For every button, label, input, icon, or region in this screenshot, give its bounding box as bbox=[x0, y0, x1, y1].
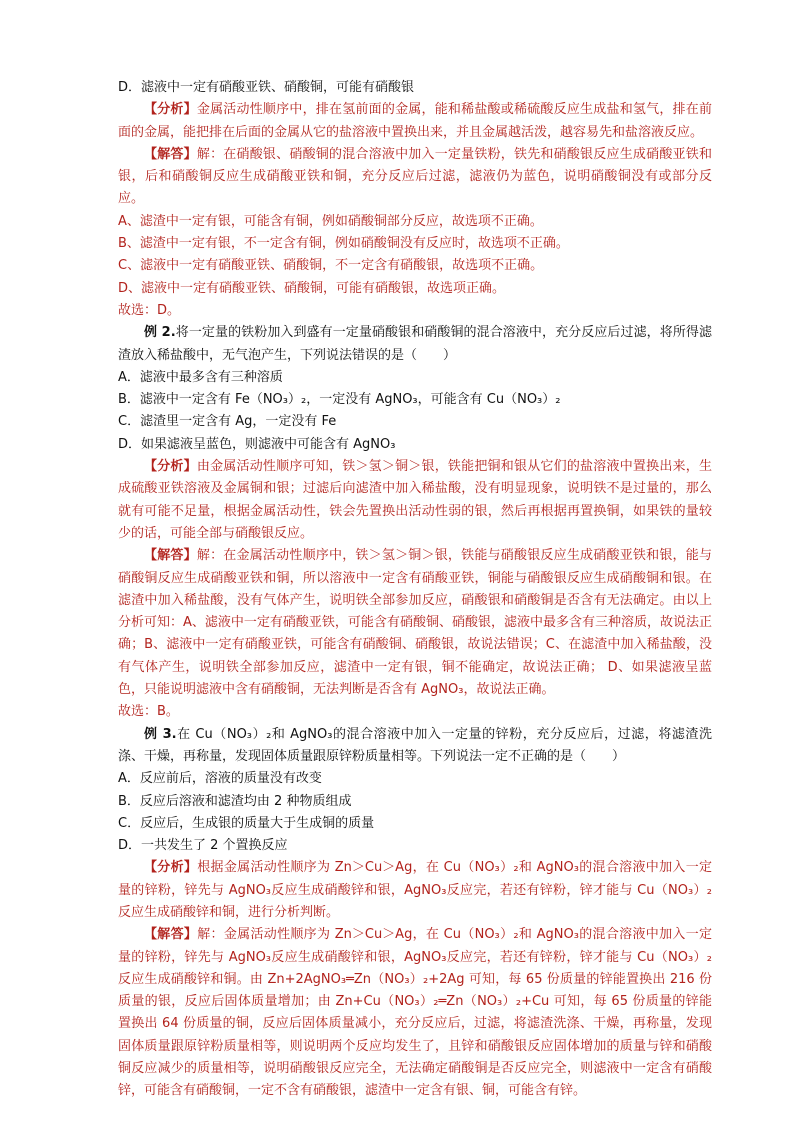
solution-option-b: B、滤渣中一定有银，不一定含有铜，例如硝酸铜没有反应时，故选项不正确。 bbox=[118, 236, 569, 252]
solution-option-a: A、滤渣中一定有银，可能含有铜，例如硝酸铜部分反应，故选项不正确。 bbox=[118, 213, 543, 229]
analysis-tag: 【分析】 bbox=[144, 102, 197, 118]
example-text: 在 Cu（NO₃）₂和 AgNO₃的混合溶液中加入一定量的锌粉，充分反应后，过滤，将滤渣洗涤、干燥，再称量，发现固体质量跟原锌粉质量相等。下列说法一定不正确的是（ ） bbox=[118, 726, 712, 764]
example-2-option-b: B．滤液中一定含有 Fe（NO₃）₂，一定没有 AgNO₃，可能含有 Cu（NO₃）₂ bbox=[118, 392, 561, 408]
solution-option-c: C、滤液中一定有硝酸亚铁、硝酸铜，不一定含有硝酸银，故选项不正确。 bbox=[118, 258, 544, 274]
answer-2 bbox=[118, 545, 712, 701]
answer-tag: 【解答】 bbox=[144, 927, 198, 943]
example-3-question bbox=[118, 724, 712, 769]
solution-option-d: D、滤液中一定有硝酸亚铁、硝酸铜，可能有硝酸银，故选项正确。 bbox=[118, 280, 506, 296]
answer-text: 解：金属活动性顺序为 Zn＞Cu＞Ag，在 Cu（NO₃）₂和 AgNO₃的混合溶液中加入一定量的锌粉，锌先与 AgNO₃反应生成硝酸锌和银，AgNO₃反应完，若还有锌粉，锌才能与 Cu（NO₃）₂反应生成硝酸锌和铜。由 Zn+2AgNO₃═Zn（NO₃）₂+2Ag 可知，每 65 份质量的锌能置换出 216 份质量的银，反应后固体质量增加；由 Zn+Cu（NO₃）₂═Zn（NO₃）₂+Cu 可知，每 65 份质量的锌能置换出 64 份质量的铜，反应后固体质量减小，充分反应后，过滤，将滤渣洗涤、干燥，再称量，发现固体质量跟原锌粉质量相等，则说明两个反应均发生了，且锌和硝酸银反应固体增加的质量与锌和硝酸铜反应减少的质量相等，说明硝酸银反应完全，无法确定硝酸铜是否反应完全，则滤液中一定含有硝酸锌，可能含有硝酸铜，一定不含有硝酸银，滤渣中一定含有银、铜，可能含有锌。 bbox=[118, 927, 712, 1099]
example-3-option-b: B．反应后溶液和滤渣均由 2 种物质组成 bbox=[118, 793, 352, 809]
answer-1 bbox=[118, 144, 712, 211]
example-text: 将一定量的铁粉加入到盛有一定量硝酸银和硝酸铜的混合溶液中，充分反应后过滤，将所得滤渣放入稀盐酸中，无气泡产生，下列说法错误的是（ ） bbox=[118, 325, 712, 363]
example-2-option-c: C．滤渣里一定含有 Ag，一定没有 Fe bbox=[118, 414, 337, 430]
example-2-option-d: D．如果滤液呈蓝色，则滤液中可能含有 AgNO₃ bbox=[118, 436, 396, 452]
final-answer-1: 故选：D。 bbox=[118, 302, 181, 318]
example-label: 例 3. bbox=[144, 726, 177, 742]
example-2-question bbox=[118, 322, 712, 367]
analysis-3 bbox=[118, 857, 712, 924]
analysis-text: 金属活动性顺序中，排在氢前面的金属，能和稀盐酸或稀硫酸反应生成盐和氢气，排在前面的金属，能把排在后面的金属从它的盐溶液中置换出来，并且金属越活泼，越容易先和盐溶液反应。 bbox=[118, 102, 712, 140]
example-label: 例 2. bbox=[144, 325, 176, 341]
answer-tag: 【解答】 bbox=[144, 146, 197, 162]
example-3-option-a: A．反应前后，溶液的质量没有改变 bbox=[118, 771, 322, 787]
analysis-1 bbox=[118, 99, 712, 144]
analysis-tag: 【分析】 bbox=[144, 860, 198, 876]
example-3-option-c: C．反应后，生成银的质量大于生成铜的质量 bbox=[118, 815, 375, 831]
analysis-tag: 【分析】 bbox=[144, 459, 197, 475]
option-d-prev: D．滤液中一定有硝酸亚铁、硝酸铜，可能有硝酸银 bbox=[118, 80, 415, 95]
answer-tag: 【解答】 bbox=[144, 548, 197, 564]
answer-3 bbox=[118, 924, 712, 1102]
analysis-text: 由金属活动性顺序可知，铁＞氢＞铜＞银，铁能把铜和银从它们的盐溶液中置换出来，生成硫酸亚铁溶液及金属铜和银；过滤后向滤渣中加入稀盐酸，没有明显现象，说明铁不是过量的，那么就有可能不足量，根据金属活动性，铁会先置换出活动性弱的银，然后再根据再置换铜，如果铁的量较少的话，可能全部与硝酸银反应。 bbox=[118, 459, 712, 541]
answer-text: 解：在硝酸银、硝酸铜的混合溶液中加入一定量铁粉，铁先和硝酸银反应生成硝酸亚铁和银，后和硝酸铜反应生成硝酸亚铁和铜，充分反应后过滤，滤液仍为蓝色，说明硝酸铜没有或部分反应。 bbox=[118, 146, 712, 207]
analysis-2 bbox=[118, 456, 712, 545]
document-body bbox=[118, 77, 712, 1103]
example-2-option-a: A．滤液中最多含有三种溶质 bbox=[118, 369, 283, 385]
example-3-option-d: D．一共发生了 2 个置换反应 bbox=[118, 838, 288, 854]
final-answer-2: 故选：B。 bbox=[118, 704, 179, 720]
analysis-text: 根据金属活动性顺序为 Zn＞Cu＞Ag，在 Cu（NO₃）₂和 AgNO₃的混合溶液中加入一定量的锌粉，锌先与 AgNO₃反应生成硝酸锌和银，AgNO₃反应完，若还有锌粉，锌才能与 Cu（NO₃）₂反应生成硝酸锌和铜，进行分析判断。 bbox=[118, 860, 712, 920]
answer-text: 解：在金属活动性顺序中，铁＞氢＞铜＞银，铁能与硝酸银反应生成硝酸亚铁和银，能与硝酸铜反应生成硝酸亚铁和铜，所以溶液中一定含有硝酸亚铁，铜能与硝酸银反应生成硝酸铜和银。在滤渣中加入稀盐酸，没有气体产生，说明铁全部参加反应，硝酸银和硝酸铜是否含有无法确定。由以上分析可知：A、滤液中一定有硝酸亚铁，可能含有硝酸铜、硝酸银，滤液中最多含有三种溶质，故说法正确；B、滤液中一定有硝酸亚铁，可能含有硝酸铜、硝酸银，故说法错误；C、在滤渣中加入稀盐酸，没有气体产生，说明铁全部参加反应，滤渣中一定有银，铜不能确定，故说法正确； D、如果滤液呈蓝色，只能说明滤液中含有硝酸铜，无法判断是否含有 AgNO₃，故说法正确。 bbox=[118, 548, 712, 698]
